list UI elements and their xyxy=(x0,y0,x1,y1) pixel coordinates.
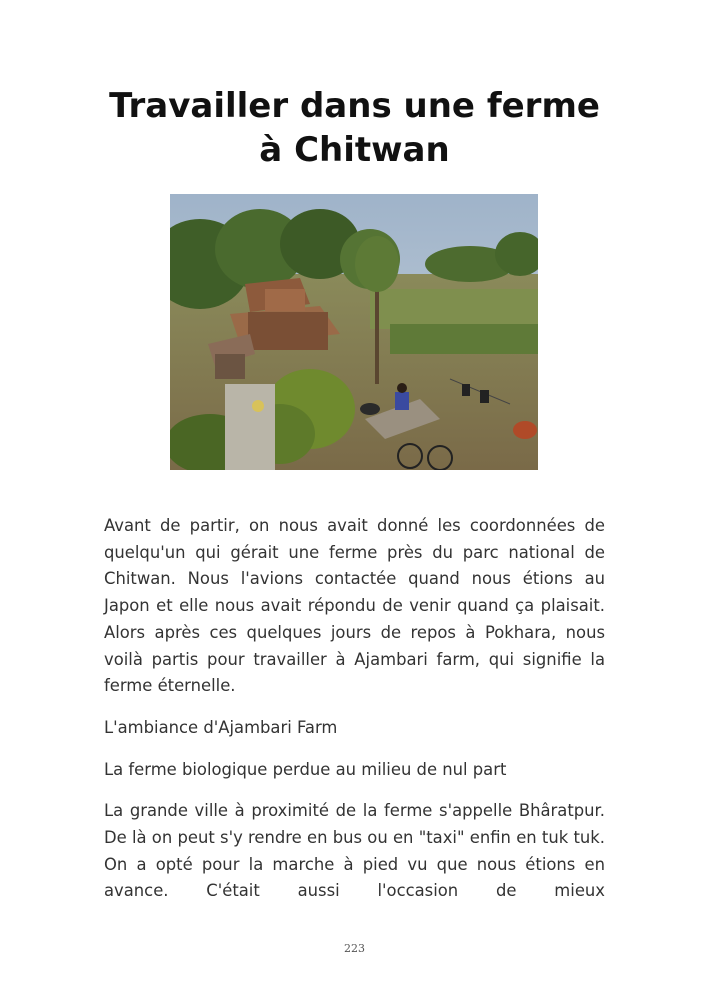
chapter-title-line-2: à Chitwan xyxy=(259,130,450,170)
paragraph: Avant de partir, on nous avait donné les coordonnées de quelqu'un qui gérait une ferme près du parc national de Chitwan. Nous l'avions contactée quand nous étions au Japon et elle nous avait répondu de venir quand ça plaisait. Alors après ces quelques jours de repos à Pokhara, nous voilà partis pour travailler à Ajambari farm, qui signifie la ferme éternelle. xyxy=(104,516,605,696)
subheading-ferme-biologique: La ferme biologique perdue au milieu de nul part xyxy=(104,759,507,779)
chapter-title-line-1: Travailler dans une ferme xyxy=(109,86,600,126)
body-text xyxy=(104,513,605,920)
paragraph: La grande ville à proximité de la ferme s'appelle Bhâratpur. De là on peut s'y rendre en bus ou en "taxi" enfin en tuk tuk. On a opté pour la marche à pied vu que nous étions en avance. C'était aussi l'occasion de mieux xyxy=(104,801,605,901)
page-number: 223 xyxy=(344,942,365,955)
chapter-title xyxy=(0,84,709,172)
farm-photo xyxy=(170,194,538,470)
subheading-ambiance: L'ambiance d'Ajambari Farm xyxy=(104,717,338,737)
